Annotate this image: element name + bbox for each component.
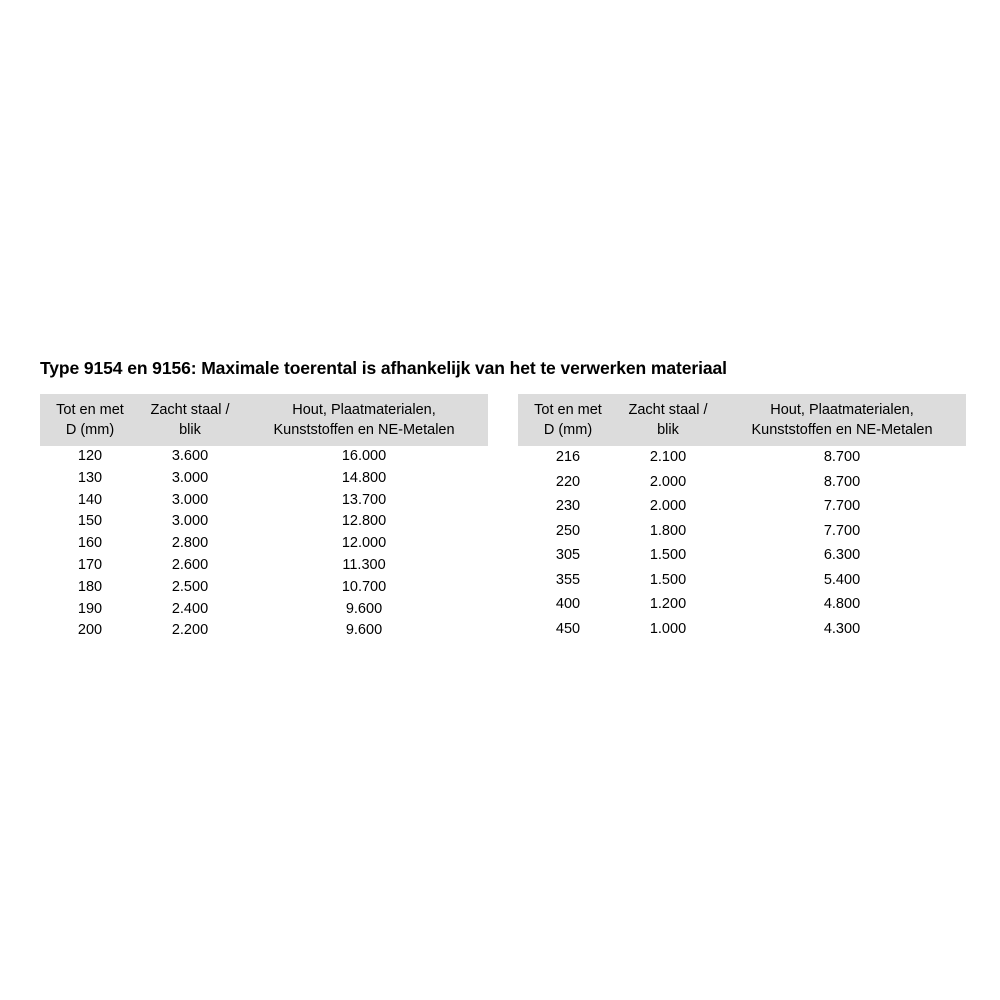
cell-mild-steel: 1.000: [649, 620, 687, 637]
cell-mild-steel: 2.000: [649, 473, 687, 490]
cell-diameter: 216: [555, 449, 581, 466]
cell-mild-steel: 1.500: [649, 571, 687, 588]
table-row: [518, 544, 966, 569]
cell-mild-steel: 2.200: [171, 622, 209, 639]
header-cell-diameter: Tot en met D (mm): [40, 394, 140, 446]
table-row: [518, 569, 966, 594]
cell-diameter: 180: [77, 578, 103, 595]
cell-wood-plastics: 7.700: [823, 498, 861, 515]
table-row: [40, 468, 488, 490]
table-row: [40, 394, 488, 446]
cell-wood-plastics: 12.000: [341, 535, 387, 552]
cell-wood-plastics: 4.800: [823, 596, 861, 613]
table-left-header: [40, 394, 488, 446]
cell-wood-plastics: 16.000: [341, 448, 387, 464]
cell-mild-steel: 1.200: [649, 596, 687, 613]
cell-diameter: 130: [77, 469, 103, 486]
cell-mild-steel: 2.100: [649, 449, 687, 466]
cell-wood-plastics: 8.700: [823, 449, 861, 466]
cell-wood-plastics: 9.600: [345, 622, 383, 639]
cell-wood-plastics: 13.700: [341, 491, 387, 508]
cell-wood-plastics: 10.700: [341, 578, 387, 595]
cell-mild-steel: 2.800: [171, 535, 209, 552]
header-cell-wood-plastics: Hout, Plaatmaterialen, Kunststoffen en NE-Metalen: [240, 394, 488, 446]
cell-wood-plastics: 11.300: [342, 556, 386, 573]
table-right-body: [518, 446, 966, 642]
cell-diameter: 250: [555, 522, 581, 539]
cell-wood-plastics: 4.300: [823, 620, 861, 637]
cell-mild-steel: 2.600: [171, 556, 209, 573]
table-row: [518, 520, 966, 545]
table-row: [40, 599, 488, 621]
cell-diameter: 230: [555, 498, 581, 515]
cell-mild-steel: 3.000: [171, 469, 209, 486]
header-cell-wood-plastics: Hout, Plaatmaterialen, Kunststoffen en NE-Metalen: [718, 394, 966, 446]
cell-diameter: 400: [555, 596, 581, 613]
cell-mild-steel: 3.000: [171, 491, 209, 508]
cell-mild-steel: 1.500: [649, 547, 687, 564]
cell-mild-steel: 3.000: [171, 513, 209, 530]
cell-mild-steel: 2.000: [649, 498, 687, 515]
cell-diameter: 160: [77, 535, 103, 552]
table-row: [40, 446, 488, 468]
cell-diameter: 150: [77, 513, 103, 530]
cell-diameter: 190: [77, 600, 103, 617]
cell-wood-plastics: 14.800: [341, 469, 387, 486]
header-cell-mild-steel: Zacht staal / blik: [140, 394, 240, 446]
cell-diameter: 220: [555, 473, 581, 490]
table-row: [518, 618, 966, 643]
table-row: [518, 495, 966, 520]
speed-table-left: [40, 394, 488, 642]
cell-mild-steel: 2.500: [171, 578, 209, 595]
tables-container: [40, 394, 965, 642]
table-row: [40, 533, 488, 555]
table-row: [40, 577, 488, 599]
cell-wood-plastics: 8.700: [823, 473, 861, 490]
table-row: [518, 394, 966, 446]
cell-diameter: 355: [555, 571, 581, 588]
table-row: [40, 555, 488, 577]
cell-diameter: 305: [555, 547, 581, 564]
cell-mild-steel: 3.600: [171, 448, 209, 464]
table-row: [40, 620, 488, 642]
header-cell-mild-steel: Zacht staal / blik: [618, 394, 718, 446]
cell-mild-steel: 2.400: [171, 600, 209, 617]
page-title: Type 9154 en 9156: Maximale toerental is afhankelijk van het te verwerken materiaal: [40, 358, 727, 378]
cell-wood-plastics: 12.800: [341, 513, 387, 530]
cell-wood-plastics: 7.700: [823, 522, 861, 539]
table-row: [518, 593, 966, 618]
cell-mild-steel: 1.800: [649, 522, 687, 539]
cell-diameter: 450: [555, 620, 581, 637]
cell-diameter: 170: [77, 556, 103, 573]
header-cell-diameter: Tot en met D (mm): [518, 394, 618, 446]
table-row: [40, 490, 488, 512]
table-row: [518, 446, 966, 471]
cell-diameter: 140: [77, 491, 103, 508]
cell-wood-plastics: 6.300: [823, 547, 861, 564]
table-right-header: [518, 394, 966, 446]
table-left-body: [40, 446, 488, 642]
cell-wood-plastics: 9.600: [345, 600, 383, 617]
table-row: [40, 511, 488, 533]
cell-wood-plastics: 5.400: [823, 571, 861, 588]
speed-table-right: [518, 394, 966, 642]
cell-diameter: 120: [77, 448, 103, 464]
cell-diameter: 200: [77, 622, 103, 639]
table-row: [518, 471, 966, 496]
